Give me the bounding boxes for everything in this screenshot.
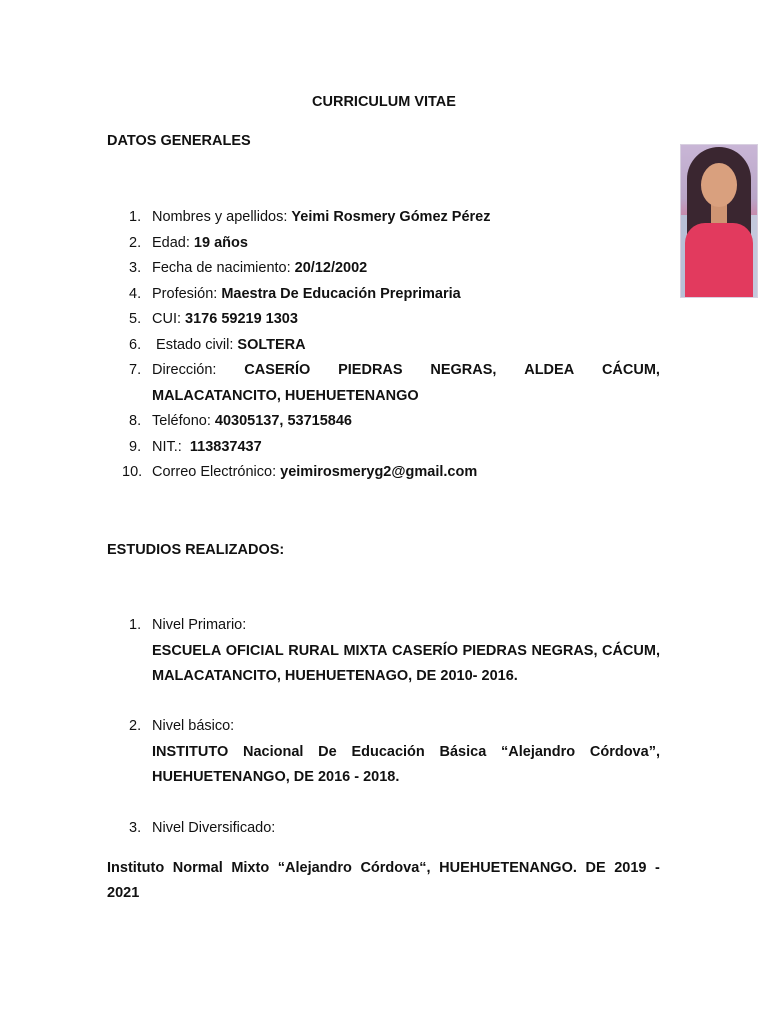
item-label: Profesión: [152,285,222,302]
list-item [0,409,768,435]
item-label: Correo Electrónico: [152,464,281,480]
study-word: “Alejandro [277,860,352,876]
study-word: MIXTA [343,642,388,659]
item-value-continued: MALACATANCITO, HUEHUETENANGO [152,387,419,404]
item-number: 1. [129,209,142,225]
study-detail: HUEHUETENANGO, DE 2016 - 2018. [152,769,400,785]
item-number: 4. [129,285,142,302]
study-word: DE [585,860,606,876]
item-label: Nivel Primario: [152,617,247,633]
item-label: NIT.: [152,438,190,455]
study-word: INSTITUTO [152,743,229,760]
study-word: - [655,860,660,876]
item-value-word: NEGRAS, [430,362,497,378]
study-word: Normal [172,860,223,876]
list-item [0,205,768,231]
item-value-word: ALDEA [524,362,575,378]
study-word: NEGRAS, [531,642,598,659]
study-word: “Alejandro [501,743,576,760]
section-heading-studies: ESTUDIOS REALIZADOS: [107,542,285,558]
list-item [0,282,768,308]
item-label: Nivel básico: [152,718,235,734]
item-value-word: PIEDRAS [338,362,403,378]
document-title: CURRICULUM VITAE [312,94,456,110]
study-word: Mixto [231,860,270,876]
study-word: CASERÍO [391,642,459,659]
study-word: HUEHUETENANGO. [439,860,577,876]
item-number: 3. [129,820,142,836]
study-word: CÁCUM, [601,642,660,659]
list-item [0,460,768,486]
study-word: De [318,743,337,760]
item-value: 40305137, 53715846 [214,413,352,429]
item-label: CUI: [152,311,186,327]
item-label: Teléfono: [152,413,215,429]
study-word: 2019 [614,860,647,876]
item-label: Nombres y apellidos: [152,209,292,225]
item-number: 3. [129,260,142,276]
item-number: 7. [129,362,142,378]
item-value: 113837437 [189,438,262,455]
item-label: Nivel Diversificado: [152,820,276,836]
study-word: Instituto [107,860,165,876]
item-value: 20/12/2002 [294,260,368,276]
study-word: OFICIAL [225,642,284,659]
item-value-word: CASERÍO [244,362,311,378]
item-number: 9. [129,438,142,455]
list-item [0,333,768,359]
study-detail: MALACATANCITO, HUEHUETENAGO, DE 2010- 2016. [152,668,518,684]
item-value: 19 años [193,234,248,251]
item-number: 5. [129,311,142,327]
item-label: Edad: [152,234,194,251]
list-item [0,816,768,842]
item-number: 8. [129,413,142,429]
item-label: Estado civil: [152,336,238,353]
study-word: RURAL [288,642,339,659]
diversified-study-detail [107,856,660,906]
email-value: yeimirosmeryg2@gmail.com [280,464,478,480]
list-item [0,435,768,461]
study-word: PIEDRAS [462,642,527,659]
item-number: 2. [129,234,142,251]
list-item [0,256,768,282]
item-number: 10. [122,464,143,480]
item-number: 6. [129,336,142,353]
item-label: Dirección: [152,362,217,378]
study-word: Córdova“, [360,860,431,876]
study-word: Básica [439,743,487,760]
study-word: Córdova”, [589,743,660,760]
item-value: 3176 59219 1303 [185,311,298,327]
list-item [0,307,768,333]
item-label: Fecha de nacimiento: [152,260,295,276]
item-value: SOLTERA [237,336,306,353]
study-detail: 2021 [107,885,140,901]
list-item [0,231,768,257]
item-number: 1. [129,617,142,633]
study-word: ESCUELA [152,642,222,659]
item-value: Yeimi Rosmery Gómez Pérez [291,209,491,225]
section-heading-general: DATOS GENERALES [107,133,251,149]
study-word: Educación [351,743,425,760]
item-value-word: CÁCUM, [601,362,660,378]
item-number: 2. [129,718,142,734]
study-word: Nacional [243,743,304,760]
item-value: Maestra De Educación Preprimaria [221,285,461,302]
